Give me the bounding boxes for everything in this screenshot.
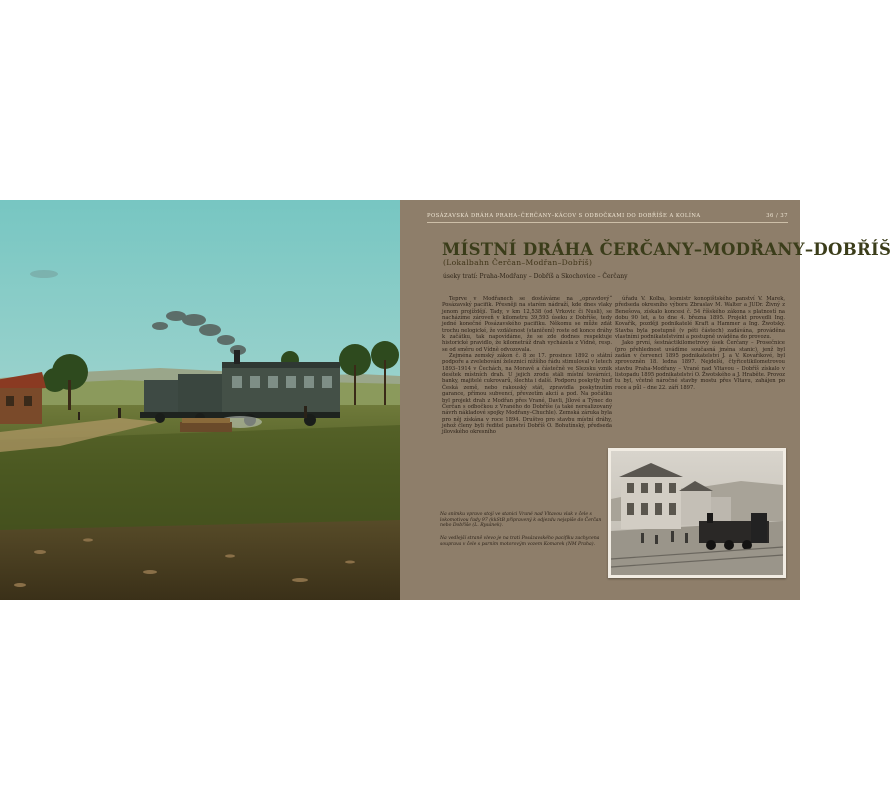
route-sections: úseky tratí: Praha-Modřany – Dobříš a Skochovice – Čerčany — [443, 273, 628, 280]
page-numbers: 36 / 37 — [766, 213, 788, 219]
paragraph: Jako první, šestnáctikilometrový úsek Čerčany – Prosečnice (pro přehlednost uvádíme současná jména stanic), jenž byl zadán v červenci 1895 podnikatelství J. a V. Kovaříkové, byl zprovozněn 18. ledna 1897. Nejdelší, čtyřicetikilometrovou stavbu Praha-Modřany – Vrané nad Vltavou – Dobříš získalo v listopadu 1895 podnikatelství O. Žwotského a J. Hraběte. Provoz tu byl, včetně náročné stavby mostu přes Vltavu, zahájen po roce a půl – dne 22. září 1897. — [615, 340, 785, 391]
text-column-right — [615, 296, 785, 391]
station-photo-illustration — [611, 451, 783, 575]
photo-caption: Na snímku vpravo stojí ve stanici Vrané nad Vltavou vlak v čele s lokomotivou řady 97 (kkStB připravený k odjezdu nejspíše do Čerčan nebo Dobříše (L. Rysánek). — [440, 512, 602, 529]
photo-caption: Na vedlejší straně vlevo je na trati Posázavského pacifiku zachycena souprava v čele s parním motorovým vozem Komarek (NM Praha). — [440, 536, 600, 547]
tinted-train-photo — [0, 200, 400, 600]
running-head-title: POSÁZAVSKÁ DRÁHA PRAHA–ČERČANY–KÁCOV S ODBOČKAMI DO DOBŘÍŠE A KOLÍNA — [427, 213, 701, 219]
text-column-left — [442, 296, 612, 436]
photo-illustration — [0, 200, 400, 600]
station-photo — [608, 448, 786, 578]
article-title: MÍSTNÍ DRÁHA ČERČANY–MODŘANY–DOBŘÍŠ — [442, 240, 891, 259]
paragraph: úřadu V. Kolba, lesmistr konopištského panství V. Marek, předseda okresního výboru Zbraslav M. Walter a JUDr. Živný z Benešova, získalo koncesi č. 54 říšského zákona s platností na dobu 90 let, a to dne 4. března 1895. Projekt provedli Ing. Kovařík, později podnikatelé Kraft a Hammer a Ing. Žwotský. Stavba byla postupně (v péti částech) zadávána, prováděna vlastními podnikatelstvími a postupně uváděna do provozu. — [615, 296, 785, 341]
book-spread — [0, 200, 891, 600]
paragraph: Teprve v Modřanech se dostáváme na „opravdový“ Posázavský pacifik. Přesněji na starém nádraží, kde dnes vlaky jenom projíždějí. Tady, v km 12,538 (od Vrkovic či Nusli), se nacházíme zároveň v kilometru 39,593 úseku z Dobříše, tedy jedné konečné Posázavského pacifiku. Někomu se může zdát trochu nelogické, že vzdálenost (staničení) roste od konce dráhy k začátku, tak napovídáme, že se zde dodnes respektuje historické pravidlo, že kilometráž drah vycházela z Vídně, resp. se od směru od Vídně odvozovala. — [442, 296, 612, 353]
paragraph: Zejména zemský zákon č. 8 ze 17. prosince 1892 o státní podpoře a zvelebování železnicí nižšího řádu stimuloval v letech 1893–1914 v Čechách, na Moravě a částečně ve Slezsku vznik desítek místních drah. U jejich zrodu stáli místní továrníci, banky, majitelé cukrovarů, šlechta i další. Podporu poskytly buď Česká země, nebo rakouský stát, zpravidla poskytnutím garance, přímou subvencí, převzetím akcií a pod. Na počátku byl projekt drah z Modřan přes Vrané, Davli, Jílové a Týnec do Čerčan s odbočkou z Vraného do Dobříše (a také nerealizovaný návrh nákladové spojky Modřany–Chuchle). Zemská záruka byla pro něj získána v roce 1894. Društvo pro stavbu místní dráhy, jehož členy byli ředitel panství Dobříš O. Bohutínský, předseda jílovského okresního — [442, 353, 612, 436]
article-page — [400, 200, 891, 600]
article-subtitle: (Lokalbahn Čerčan–Modřan–Dobříš) — [443, 258, 593, 267]
header-rule — [427, 222, 788, 223]
